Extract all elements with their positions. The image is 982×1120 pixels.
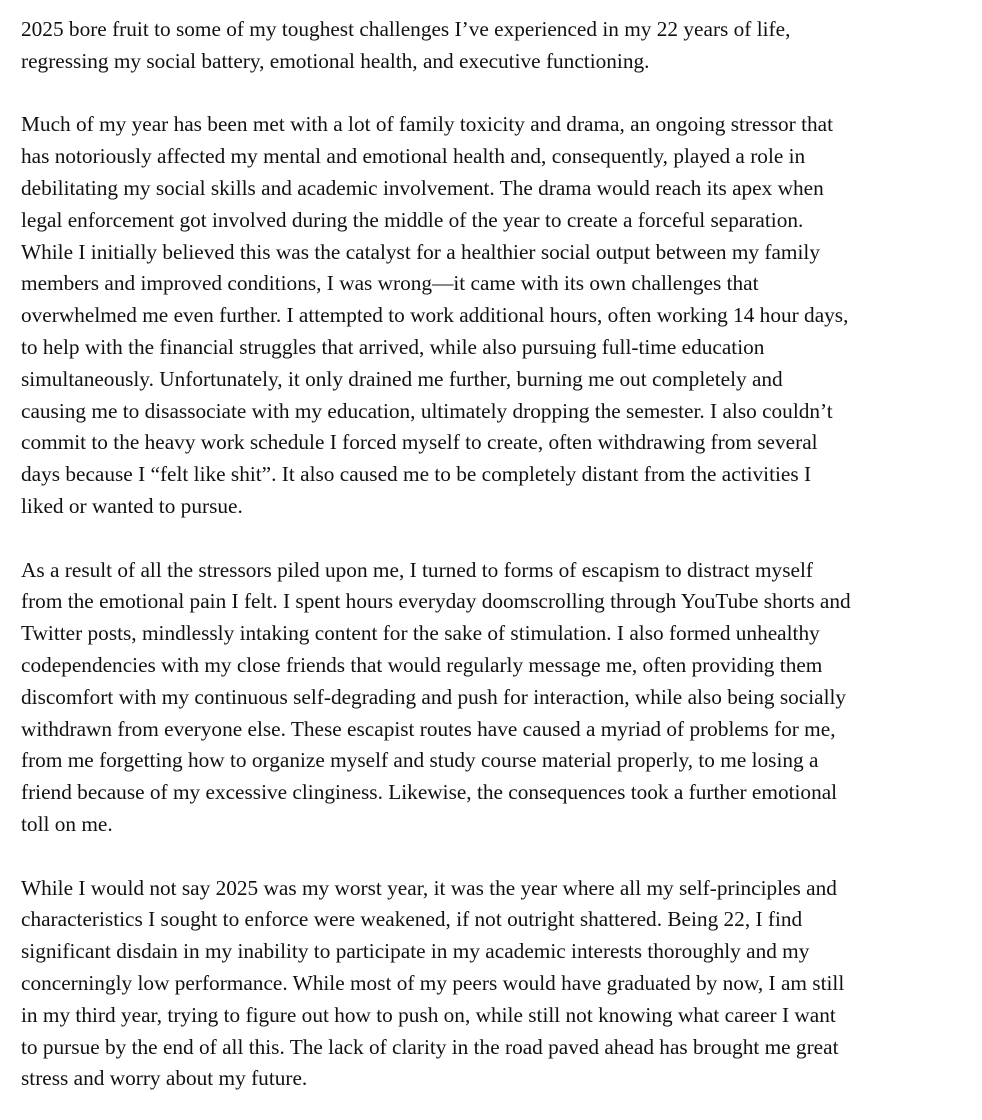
text-line: discomfort with my continuous self-degrading and push for interaction, while also being socially (21, 684, 847, 709)
paragraph-intro (21, 14, 962, 78)
text-line: As a result of all the stressors piled upon me, I turned to forms of escapism to distract myself (21, 557, 813, 582)
text-line: concerningly low performance. While most of my peers would have graduated by now, I am still (21, 970, 845, 995)
text-line: regressing my social battery, emotional health, and executive functioning. (21, 48, 650, 73)
text-line: withdrawn from everyone else. These escapist routes have caused a myriad of problems for me, (21, 716, 836, 741)
text-line: 2025 bore fruit to some of my toughest challenges I’ve experienced in my 22 years of life, (21, 17, 791, 41)
text-line: Twitter posts, mindlessly intaking content for the sake of stimulation. I also formed unhealthy (21, 621, 820, 646)
text-line: debilitating my social skills and academic involvement. The drama would reach its apex when (21, 175, 824, 200)
text-line: from the emotional pain I felt. I spent hours everyday doomscrolling through YouTube shorts and (21, 589, 851, 614)
paragraph-family-stress (21, 109, 962, 522)
text-line: Much of my year has been met with a lot of family toxicity and drama, an ongoing stressor that (21, 112, 834, 137)
text-line: members and improved conditions, I was wrong—it came with its own challenges that (21, 271, 759, 296)
text-line: friend because of my excessive clinginess. Likewise, the consequences took a further emotional (21, 780, 838, 805)
paragraph-escapism (21, 555, 962, 841)
text-line: While I initially believed this was the catalyst for a healthier social output between my family (21, 239, 820, 264)
text-line: to pursue by the end of all this. The lack of clarity in the road paved ahead has brought me great (21, 1034, 839, 1059)
text-line: to help with the financial struggles that arrived, while also pursuing full-time education (21, 334, 765, 359)
text-line: legal enforcement got involved during the middle of the year to create a forceful separation. (21, 207, 804, 232)
text-line: While I would not say 2025 was my worst year, it was the year where all my self-principles and (21, 875, 837, 900)
text-line: overwhelmed me even further. I attempted to work additional hours, often working 14 hour days, (21, 303, 849, 328)
text-line: causing me to disassociate with my education, ultimately dropping the semester. I also couldn’t (21, 398, 833, 423)
text-line: days because I “felt like shit”. It also caused me to be completely distant from the activities I (21, 462, 812, 487)
text-line: stress and worry about my future. (21, 1066, 308, 1091)
text-line: has notoriously affected my mental and emotional health and, consequently, played a role in (21, 144, 806, 169)
text-line: simultaneously. Unfortunately, it only drained me further, burning me out completely and (21, 366, 783, 391)
text-line: from me forgetting how to organize myself and study course material properly, to me losing a (21, 748, 819, 773)
text-line: commit to the heavy work schedule I forced myself to create, often withdrawing from several (21, 430, 818, 455)
text-line: significant disdain in my inability to participate in my academic interests thoroughly and my (21, 939, 810, 964)
text-line: in my third year, trying to figure out how to push on, while still not knowing what career I want (21, 1002, 836, 1027)
text-line: liked or wanted to pursue. (21, 493, 243, 518)
paragraph-reflection (21, 873, 962, 1096)
text-line: characteristics I sought to enforce were weakened, if not outright shattered. Being 22, I find (21, 907, 803, 932)
text-line: toll on me. (21, 811, 113, 836)
text-line: codependencies with my close friends that would regularly message me, often providing them (21, 652, 823, 677)
